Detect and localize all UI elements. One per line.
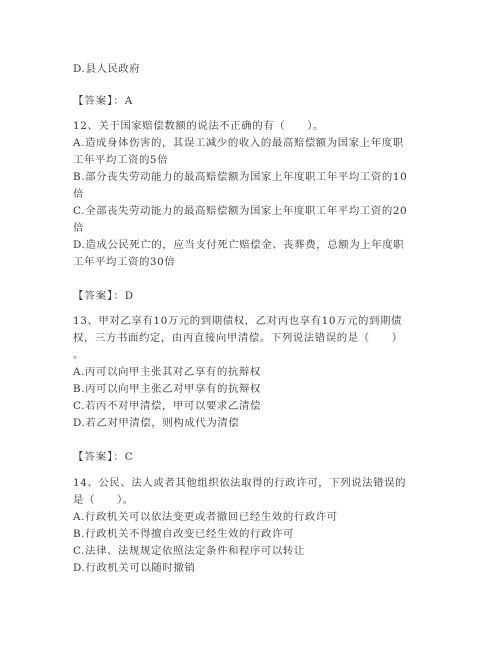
q12-option-d-cont: 工年平均工资的30倍 [73, 256, 176, 268]
q14-option-c: C.法律、法规规定依照法定条件和程序可以转让 [73, 545, 305, 557]
q14-option-a: A.行政机关可以依法变更或者撤回已经生效的行政许可 [73, 511, 338, 523]
q12-option-b-cont: 倍 [73, 188, 84, 200]
q13-stem-end: 。 [73, 349, 84, 361]
q12-option-c-cont: 倍 [73, 222, 84, 234]
q12-answer: 【答案】：D [73, 290, 135, 302]
q12-stem: 12、关于国家赔偿数额的说法不正确的有（ ）。 [73, 120, 325, 132]
q14-stem-cont: 是（ ）。 [73, 494, 134, 506]
q14-stem: 14、公民、法人或者其他组织依法取得的行政许可，下列说法错误的 [73, 477, 407, 489]
q14-option-b: B.行政机关不得擅自改变已经生效的行政许可 [73, 528, 294, 540]
q12-option-a-cont: 工年平均工资的5倍 [73, 154, 169, 166]
q12-option-b: B.部分丧失劳动能力的最高赔偿额为国家上年度职工年平均工资的10 [73, 171, 408, 183]
q13-stem: 13、甲对乙享有10万元的到期债权，乙对丙也享有10万元的到期债 [73, 315, 403, 327]
q14-option-d: D.行政机关可以随时撤销 [73, 562, 196, 574]
q13-stem-cont: 权，三方书面约定，由丙直接向甲清偿。下列说法错误的是（ ） [73, 332, 403, 344]
q12-option-d: D.造成公民死亡的，应当支付死亡赔偿金、丧葬费，总额为上年度职 [73, 239, 405, 251]
q12-option-c: C.全部丧失劳动能力的最高赔偿额为国家上年度职工年平均工资的20 [73, 205, 408, 217]
q13-option-a: A.丙可以向甲主张其对乙享有的抗辩权 [73, 366, 261, 378]
q11-option-d: D.县人民政府 [73, 63, 141, 75]
q13-option-d: D.若乙对甲清偿，则构成代为清偿 [73, 417, 240, 429]
q13-option-b: B.丙可以向甲主张乙对甲享有的抗辩权 [73, 383, 261, 395]
q13-option-c: C.若丙不对甲清偿，甲可以要求乙清偿 [73, 400, 261, 412]
q11-answer: 【答案】：A [73, 95, 134, 107]
q12-option-a: A.造成身体伤害的，其误工减少的收入的最高赔偿额为国家上年度职 [73, 137, 404, 149]
q13-answer: 【答案】：C [73, 451, 134, 463]
